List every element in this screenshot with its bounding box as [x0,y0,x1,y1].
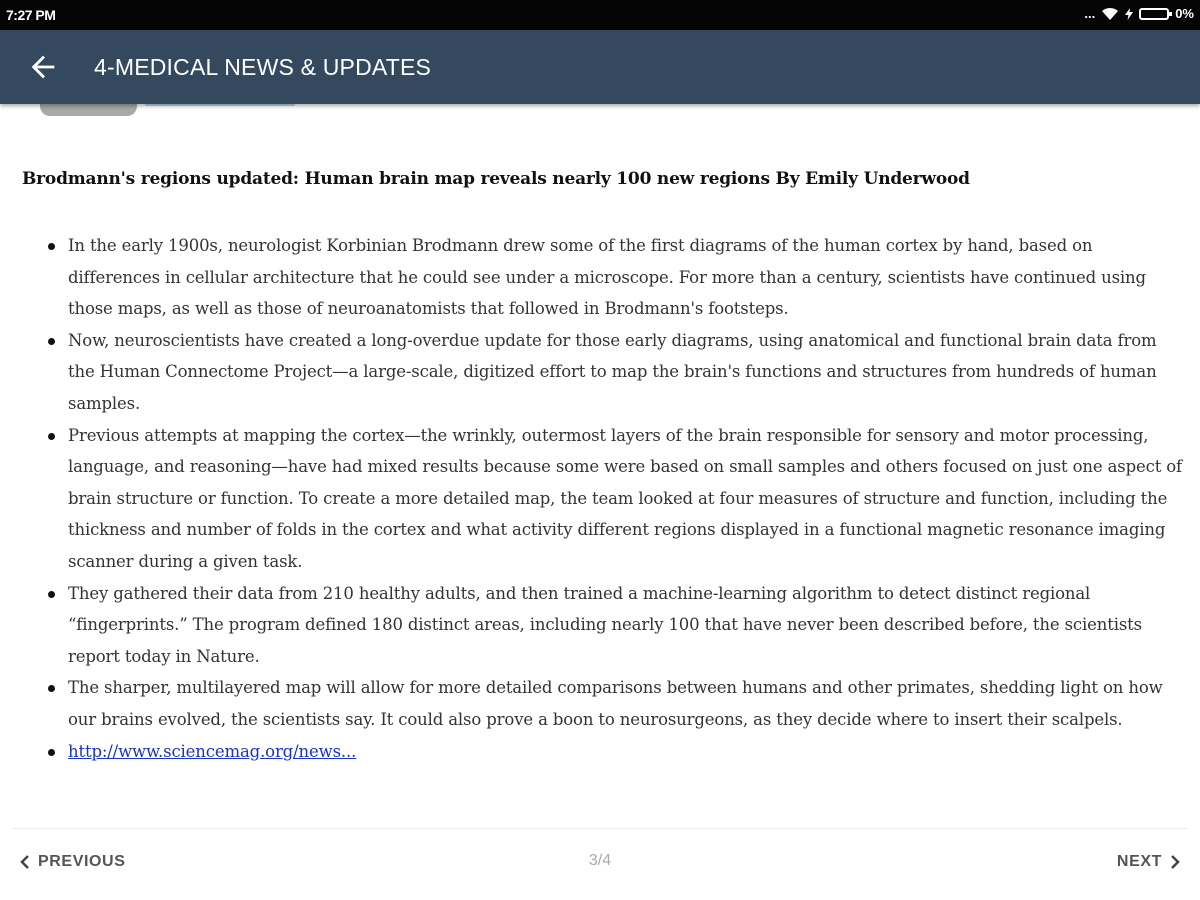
wifi-icon [1101,7,1119,21]
charging-bolt-icon [1125,8,1133,20]
chevron-right-icon [1170,854,1180,870]
article-headline: Brodmann's regions updated: Human brain map reveals nearly 100 new regions By Emily Underwood [22,169,970,189]
status-icons [1084,6,1194,21]
bullet-text: Now, neuroscientists have created a long-overdue update for those early diagrams, using anatomical and functional brain data from the Human Connectome Project—a large-scale, digitized effort to map the brain's functions and structures from hundreds of human samples. [68,330,1157,413]
source-link[interactable]: http://www.sciencemag.org/news... [68,741,357,761]
list-item [22,325,1182,420]
bullet-text: They gathered their data from 210 healthy adults, and then trained a machine-learning algorithm to detect distinct regional “fingerprints.” The program defined 180 distinct areas, including nearly 100 that have never been described before, the scientists report today in Nature. [68,583,1142,666]
bullet-text: The sharper, multilayered map will allow for more detailed comparisons between humans and other primates, shedding light on how our brains evolved, the scientists say. It could also prove a boon to neurosurgeons, as they decide where to insert their scalpels. [68,678,1163,729]
bullet-text: Previous attempts at mapping the cortex—the wrinkly, outermost layers of the brain responsible for sensory and motor processing, language, and reasoning—have had mixed results because some were based on small samples and others focused on just one aspect of brain structure or function. To create a more detailed map, the team looked at four measures of structure and function, including the thickness and number of folds in the cortex and what activity different regions displayed in a functional magnetic resonance imaging scanner during a given task. [68,425,1183,571]
list-item [22,736,1182,768]
battery-percent: 0% [1175,6,1194,21]
signal-dots-icon: ... [1084,6,1096,21]
app-bar [0,30,1200,104]
page-indicator: 3/4 [588,852,612,869]
status-time: 7:27 PM [6,7,56,23]
bullet-text: In the early 1900s, neurologist Korbinian Brodmann drew some of the first diagrams of the human cortex by hand, based on differences in cellular architecture that he could see under a microscope. For more than a century, scientists have continued using those maps, as well as those of neuroanatomists that followed in Brodmann's footsteps. [68,236,1146,319]
bullet-dot-icon [48,685,55,692]
back-button[interactable] [26,50,60,84]
bullet-dot-icon [48,591,55,598]
bullet-dot-icon [48,433,55,440]
article-body [22,164,1182,767]
divider [12,828,1188,829]
next-button[interactable] [1117,853,1180,871]
next-label: NEXT [1116,853,1162,870]
bullet-dot-icon [48,243,55,250]
article-bullet-list [22,230,1182,767]
arrow-left-icon [26,50,60,84]
bullet-dot-icon [48,338,55,345]
list-item [22,578,1182,673]
battery-icon [1139,8,1169,20]
list-item [22,230,1182,325]
status-bar [0,0,1200,30]
list-item [22,672,1182,735]
previous-label: PREVIOUS [38,853,126,870]
page-title: 4-MEDICAL NEWS & UPDATES [94,54,432,80]
bullet-dot-icon [48,749,55,756]
list-item [22,420,1182,578]
